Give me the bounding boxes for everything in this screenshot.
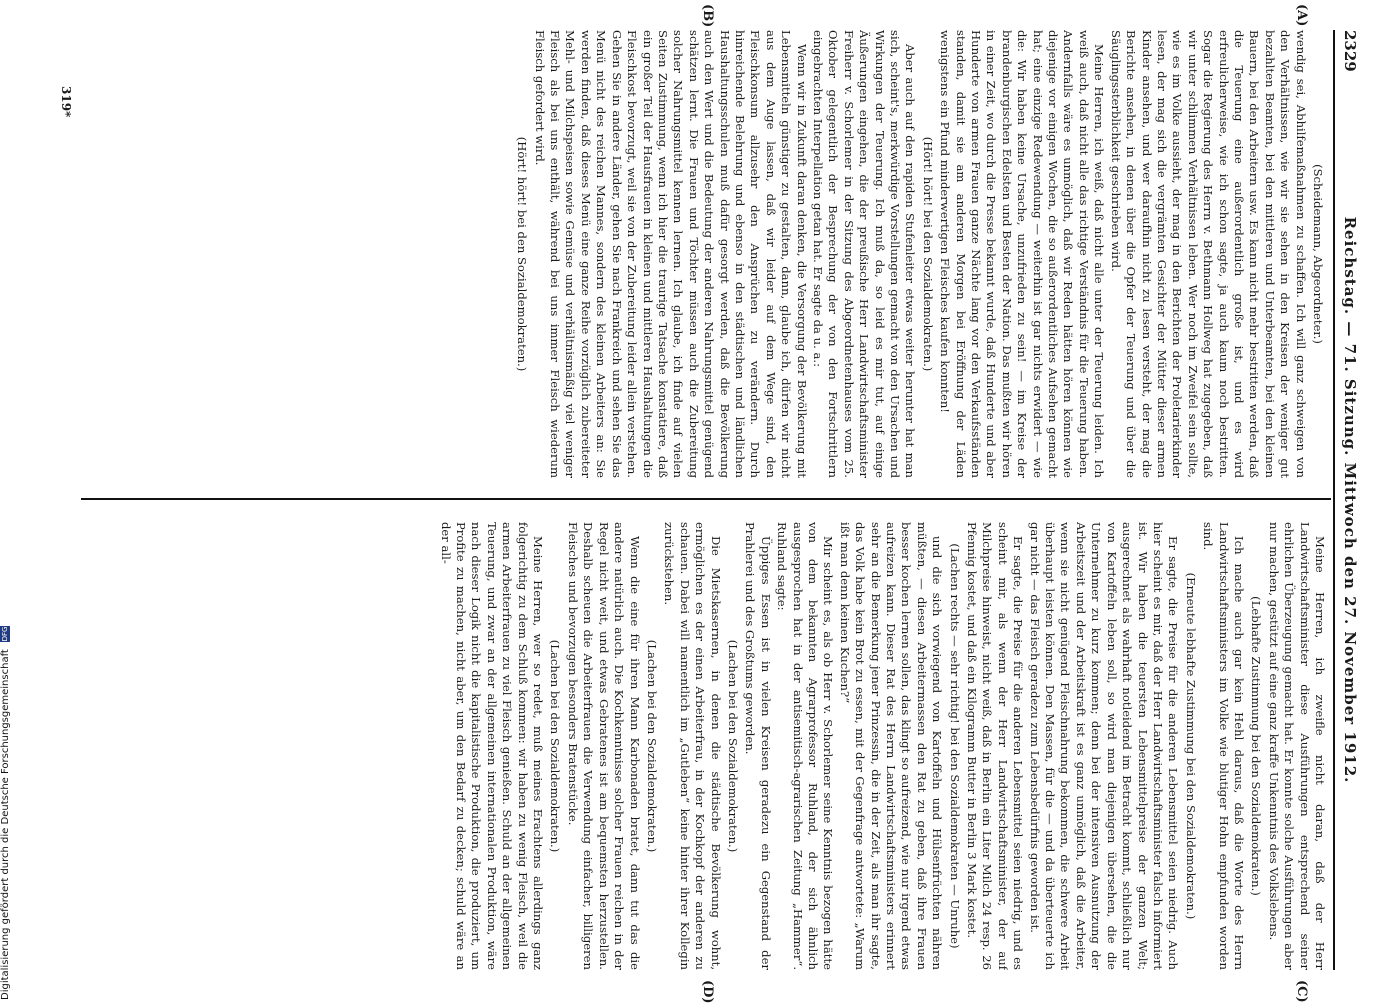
page-number: 2329 <box>1341 30 1359 72</box>
header-rule <box>1333 30 1335 970</box>
paragraph: Er sagte, die Preise für die anderen Lebensmittel seien niedrig, und es scheint mir, als wenn der Herr Landwirtschaftsminister, der auf Milchpreise hinweist, nicht weiß, daß in Berlin ein Liter Milch 24 resp. 26 Pfennig kostet, und daß ein Kilogramm Butter in Berlin 3 Mark kostet. <box>965 522 1026 970</box>
interjection: (Hört! hört! bei den Sozialdemokraten.) <box>920 136 935 372</box>
paragraph: Er sagte, die Preise für die anderen Lebensmittel seien niedrig. Auch hier scheint es mir, daß der Herr Landwirtschaftsminister falsch informiert ist. Wir haben die teuersten Lebensmittelpreise der ganzen Welt; ausgerechnet als wahrhaft notleidend im Betracht kommt, schließlich nur von Kartoffeln leben soll, so wird man diejenigen übersehen, die die Unternehmer zu kurz kommen; denn bei der intensiven Ausnutzung der Arbeitszeit und der Arbeitskraft ist es ganz unmöglich, daß die Arbeiter, wenn sie nicht genügend Fleischnahrung bekommen, die schwere Arbeit überhaupt leisten können. Den Massen, für die — und da überteuerte ich gar nicht — das Fleisch geradezu zum Lebensbedürfnis geworden ist. <box>1027 522 1181 970</box>
paragraph: und die sich vorwiegend von Kartoffeln und Hülsenfrüchten nähren müßten, — diesen Arbeitermassen den Rat zu geben, daß ihre Frauen besser kochen lernen sollen, das klingt so aufreizend, wie nur irgend etwas aufreizen kann. Dieser Rat des Herrn Landwirtschaftsministers erinnert sehr an die Bemerkung jener Prinzessin, die in der Zeit, als man ihr sagte, das Volk habe kein Brot zu essen, mit der Gegenfrage antwortete: „Warum ißt man denn keinen Kuchen?“ <box>837 522 945 970</box>
quotation: Die Mietskasernen, in denen die städtische Bevölkerung wohnt, ermöglichen es der einen Arbeiterfrau, in der Kochkopf der anderen zu schauen. Dabei will namentlich im „Gutleben“ keine hinter ihrer Kollegin zurückstehen. <box>662 522 723 970</box>
interjection: (Lachen bei den Sozialdemokraten.) <box>644 639 659 853</box>
right-column <box>87 522 1327 970</box>
interjection: (Lachen rechts — sehr richtig! bei den Sozialdemokraten — Unruhe) <box>947 543 962 949</box>
paragraph: wendig sei, Abhilfemaßnahmen zu schaffen. Ich will ganz schweigen von den Verhältnissen, wie wir sie sehen in den Kreisen der weniger gut bezahlten Beamten, bei den mittleren und Unterbeamten, bei den kleinen Bauern, bei den Arbeitern usw. Es kann nicht mehr bestritten werden, daß die Teuerung eine außerordentlich große ist, und es wird erfreulicherweise, wie ich schon sagte, ja auch kaum noch bestritten. Sogar die Regierung des Herrn v. Bethmann Hollweg hat zugegeben, daß wir unter schlimmen Verhältnissen leben. Wer noch im Zweifel sein sollte, wie es im Volke aussieht, der mag in den Berichten der Proletarierkinder lesen, der mag sich die vergrämten Gesichter der Mütter dieser armen Kinder ansehen, und wer daraufhin nicht zu lesen versteht, der mag die Berichte ansehen, in denen über die Opfer der Teuerung und über die Säuglingssterblichkeit geschrieben wird. <box>1108 30 1308 478</box>
margin-marker-d: (D) <box>700 980 715 1004</box>
paragraph: Meine Herren, ich weiß, daß nicht alle unter der Teuerung leiden. Ich weiß auch, daß nicht alle das richtige Verständnis für die Teuerung haben. Andernfalls wäre es unmöglich, daß wir Reden hätten hören können wie diejenige vor einigen Wochen, die so außerordentliches Aufsehen gemacht hat; eine einzige Redewendung — weiterhin ist gar nichts erwidert — wie die: Wir haben keine Ursache, unzufrieden zu sein! — im Kreise der brandenburgischen Edelsten und Besten der Nation. Das mußten wir hören in einer Zeit, wo durch die Presse bekannt wurde, daß Hunderte und aber Hunderte von armen Frauen ganze Nächte lang vor den Verkaufsständen standen, damit sie am anderen Morgen bei Eröffnung der Läden wenigstens ein Pfund minderwertigen Fleisches kaufen konnten! <box>938 30 1107 478</box>
quotation: Wenn die eine für ihren Mann Karbonaden bratet, dann tut das die andere natürlich auch. Die Kochkenntnisse solcher Frauen reichen in der Regel nicht weit, und etwas Gebratenes ist am bequemsten herzustellen. Deshalb scheuen die Arbeiterfrauen die Verwendung einfacher, billigeren Fleisches und bevorzugen besonders Bratenstücke. <box>565 522 642 970</box>
paragraph: Meine Herren, wer so redet, muß meines Erachtens allerdings ganz folgerichtig zu dem Schluß kommen: wir haben zu wenig Fleisch, weil die armen Arbeiterfrauen zu viel Fleisch genießen. Schuld an der allgemeinen Teuerung, und zwar an der allgemeinen internationalen Produktion, wäre nach dieser Logik nicht die kapitalistische Produktion, die produziert, um Profite zu machen, nicht aber, um den Bedarf zu decken; schuld wäre an der all- <box>438 522 546 970</box>
interjection: (Hört! hört! bei den Sozialdemokraten.) <box>515 136 530 372</box>
page-header <box>1337 30 1359 970</box>
credit-text: Digitalisierung gefördert durch die Deutsche Forschungsgemeinschaft <box>0 649 11 1000</box>
interjection: (Lachen bei den Sozialdemokraten.) <box>548 639 563 853</box>
interjection: (Lebhafte Zustimmung bei den Sozialdemokraten.) <box>1249 596 1264 896</box>
interjection: (Lachen bei den Sozialdemokraten.) <box>725 639 740 853</box>
paragraph: Aber auch auf den rapiden Stufenleiter etwas weiter herunter hat man sich, scheint's, merkwürdige Vorstellungen gemacht von den Ursachen und Wirkungen der Teuerung. Ich muß da, so leid es mir tut, auf einige Äußerungen eingehen, die der preußische Herr Landwirtschaftsminister Freiherr v. Schorlemer in der Sitzung des Abgeordnetenhauses vom 25. Oktober gelegentlich der Besprechung der von den Fortschrittlern eingebrachten Interpellation getan hat. Er sagte da u. a.: <box>811 30 918 478</box>
left-column <box>87 30 1327 478</box>
paragraph: Meine Herren, ich zweifle nicht daran, daß der Herr Landwirtschaftsminister diese Ausführungen entsprechend seiner ehrlichen Überzeugung gemacht hat. Er konnte solche Ausführungen aber nur machen, gestützt auf eine ganz kraffe Unkenntnis des Volkslebens. <box>1266 522 1327 970</box>
digitization-credit <box>0 600 14 1000</box>
margin-marker-c: (C) <box>1294 980 1309 1003</box>
margin-marker-b: (B) <box>700 4 715 28</box>
page-title: Reichstag. — 71. Sitzung. Mittwoch den 27. November 1912. <box>1341 216 1359 784</box>
quotation: Üppiges Essen ist in vielen Kreisen geradezu ein Gegenstand der Prahlerei und des Großtums geworden. <box>743 522 773 970</box>
dfg-logo-icon: DFG <box>1 626 9 642</box>
paragraph: Mir scheint es, als ob Herr v. Schorlemer seine Kenntnis bezogen hätte von dem bekannten Agrarprofessor Ruhland, der sich ähnlich ausgesprochen hat in der antisemitisch-agrarischen Zeitung „Hammer“. Ruhland sagte: <box>775 522 836 970</box>
footer-page-ref: 319* <box>59 86 73 118</box>
margin-marker-a: (A) <box>1294 4 1309 27</box>
paragraph: Ich mache auch gar kein Hehl daraus, daß die Worte des Herrn Landwirtschaftsministers im Volke wie blutiger Hohn empfunden worden sind. <box>1201 522 1246 970</box>
column-divider <box>81 498 1331 500</box>
speaker-line: (Scheidemann, Abgeordneter.) <box>1311 164 1325 344</box>
quotation: Wenn wir in Zukunft daran denken, die Versorgung der Bevölkerung mit Lebensmitteln günstiger zu gestalten, dann, glaube ich, dürfen wir nicht aus dem Auge lassen, daß wir leider auf dem Wege sind, den Fleischkonsum allzusehr den Ansprüchen zu verändern. Durch hinreichende Belehrung und ebenso in den städtischen und ländlichen Haushaltungsschulen muß dafür gesorgt werden, daß die Bevölkerung auch den Wert und die Bedeutung der anderen Nahrungsmittel genügend schätzen lernt. Die Frauen und Töchter müssen auch die Zubereitung solcher Nahrungsmittel kennen lernen. Ich glaube, ich finde auf vielen Seiten Zustimmung, wenn ich hier die traurige Tatsache konstatiere, daß ein großer Teil der Hausfrauen in kleinen und mittleren Haushaltungen die Fleischkost bevorzugt, weil sie von der Zubereitung leider allein verstehen. Gehen Sie in andere Länder, gehen Sie nach Frankreich und sehen Sie das Menü nicht des reichen Mannes, sondern des kleinen Arbeiters an: Sie werden finden, daß dieses Menü eine ganze Reihe vorzüglich zubereiteter Mehl- und Milchspeisen sowie Gemüse und verhältnismäßig viel weniger Fleisch als bei uns enthält, während bei uns immer Fleisch wiederum Fleisch gefordert wird. <box>532 30 809 478</box>
interjection: (Erneute lebhafte Zustimmung bei den Sozialdemokraten.) <box>1183 572 1198 920</box>
